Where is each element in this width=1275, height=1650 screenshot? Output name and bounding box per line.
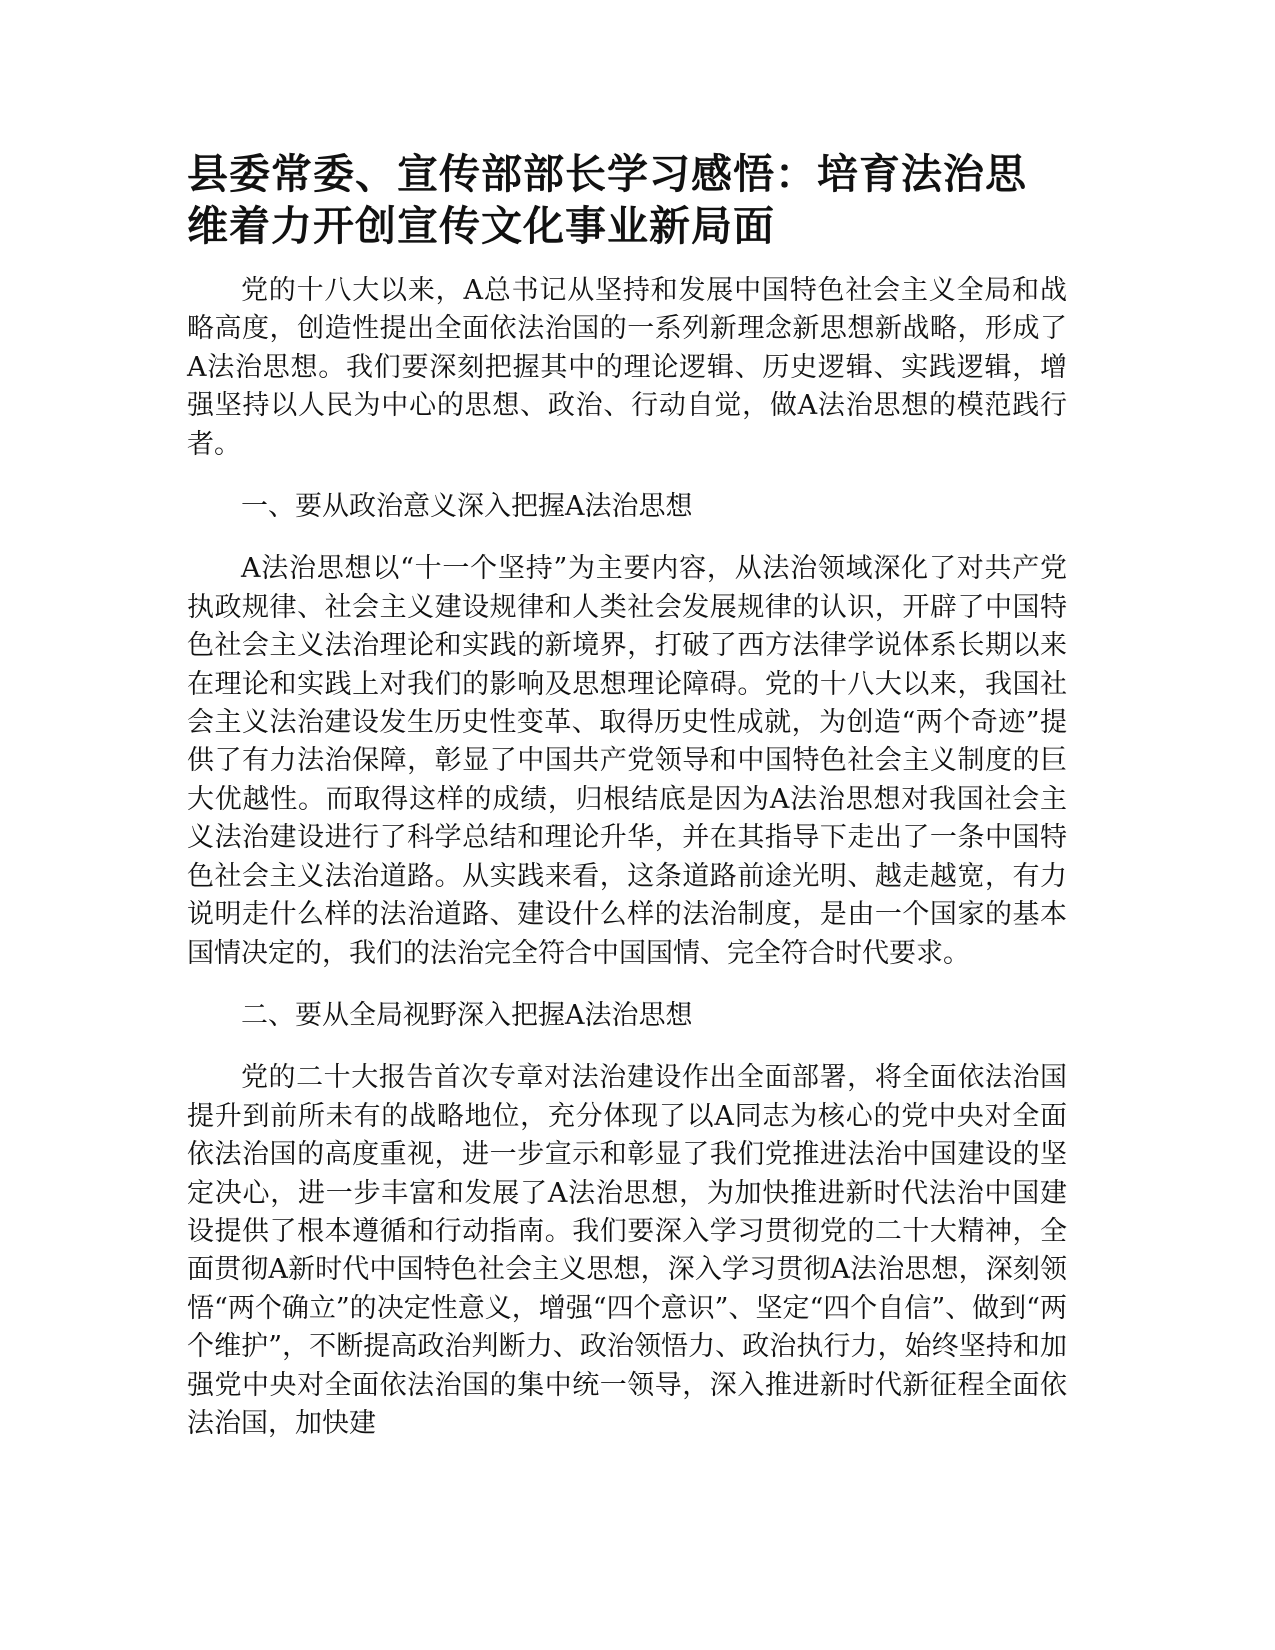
intro-paragraph: 党的十八大以来，A总书记从坚持和发展中国特色社会主义全局和战略高度，创造性提出全面依法治国的一系列新理念新思想新战略，形成了A法治思想。我们要深刻把握其中的理论逻辑、历史逻辑、实践逻辑，增强坚持以人民为中心的思想、政治、行动自觉，做A法治思想的模范践行者。 — [187, 275, 1067, 460]
body-paragraph-1: A法治思想以“十一个坚持”为主要内容，从法治领域深化了对共产党执政规律、社会主义建设规律和人类社会发展规律的认识，开辟了中国特色社会主义法治理论和实践的新境界，打破了西方法律学说体系长期以来在理论和实践上对我们的影响及思想理论障碍。党的十八大以来，我国社会主义法治建设发生历史性变革、取得历史性成就，为创造“两个奇迹”提供了有力法治保障，彰显了中国共产党领导和中国特色社会主义制度的巨大优越性。而取得这样的成绩，归根结底是因为A法治思想对我国社会主义法治建设进行了科学总结和理论升华，并在其指导下走出了一条中国特色社会主义法治道路。从实践来看，这条道路前途光明、越走越宽，有力说明走什么样的法治道路、建设什么样的法治制度，是由一个国家的基本国情决定的，我们的法治完全符合中国国情、完全符合时代要求。 — [187, 553, 1067, 969]
section-heading-1: 一、要从政治意义深入把握A法治思想 — [241, 491, 693, 523]
body-paragraph-2: 党的二十大报告首次专章对法治建设作出全面部署，将全面依法治国提升到前所未有的战略地位，充分体现了以A同志为核心的党中央对全面依法治国的高度重视，进一步宣示和彰显了我们党推进法治中国建设的坚定决心，进一步丰富和发展了A法治思想，为加快推进新时代法治中国建设提供了根本遵循和行动指南。我们要深入学习贯彻党的二十大精神，全面贯彻A新时代中国特色社会主义思想，深入学习贯彻A法治思想，深刻领悟“两个确立”的决定性意义，增强“四个意识”、坚定“四个自信”、做到“两个维护”，不断提高政治判断力、政治领悟力、政治执行力，始终坚持和加强党中央对全面依法治国的集中统一领导，深入推进新时代新征程全面依法治国，加快建 — [187, 1062, 1067, 1439]
section-heading-2: 二、要从全局视野深入把握A法治思想 — [241, 999, 693, 1031]
document-title: 县委常委、宣传部部长学习感悟：培育法治思维着力开创宣传文化事业新局面 — [187, 150, 1027, 250]
document-body — [187, 148, 1067, 1443]
